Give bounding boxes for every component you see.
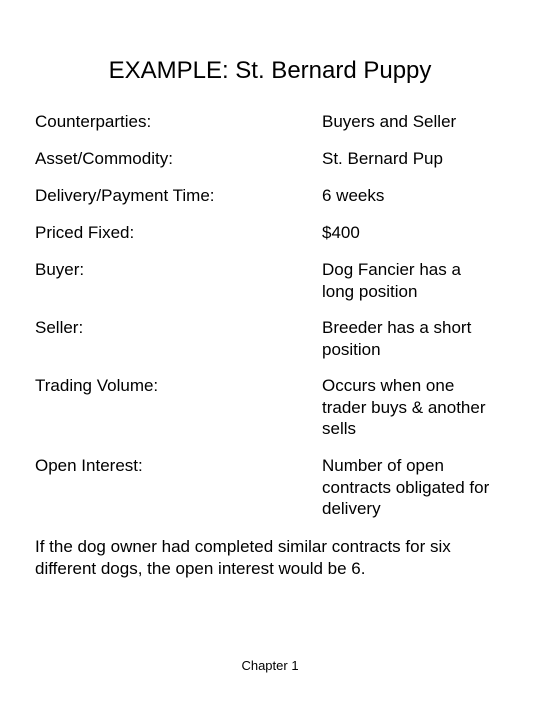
term-description: St. Bernard Pup [322,149,443,168]
definition-row-price [35,222,515,259]
term-description: Number of open contracts obligated for delivery [322,456,490,518]
term-label: Counterparties: [35,112,152,131]
term-description: Dog Fancier has a long position [322,260,461,301]
definition-list [35,111,515,535]
term-description: Occurs when one trader buys & another sells [322,376,486,438]
definition-row-delivery [35,185,515,222]
term-label: Open Interest: [35,456,143,475]
term-label: Buyer: [35,260,85,279]
term-description: 6 weeks [322,186,385,205]
page-title: EXAMPLE: St. Bernard Puppy [108,57,432,84]
summary-note: If the dog owner had completed similar contracts for six different dogs, the open interest would be 6. [35,537,451,578]
term-description: $400 [322,223,360,242]
definition-row-open-interest [35,455,515,535]
definition-row-counterparties [35,111,515,148]
term-label: Delivery/Payment Time: [35,186,215,205]
term-label: Asset/Commodity: [35,149,173,168]
definition-row-buyer [35,259,515,317]
definition-row-trading-volume [35,375,515,455]
term-label: Priced Fixed: [35,223,135,242]
footer-chapter-label: Chapter 1 [241,658,299,673]
term-description: Buyers and Seller [322,112,457,131]
term-description: Breeder has a short position [322,318,472,359]
term-label: Seller: [35,318,84,337]
definition-row-seller [35,317,515,375]
definition-row-asset [35,148,515,185]
term-label: Trading Volume: [35,376,159,395]
